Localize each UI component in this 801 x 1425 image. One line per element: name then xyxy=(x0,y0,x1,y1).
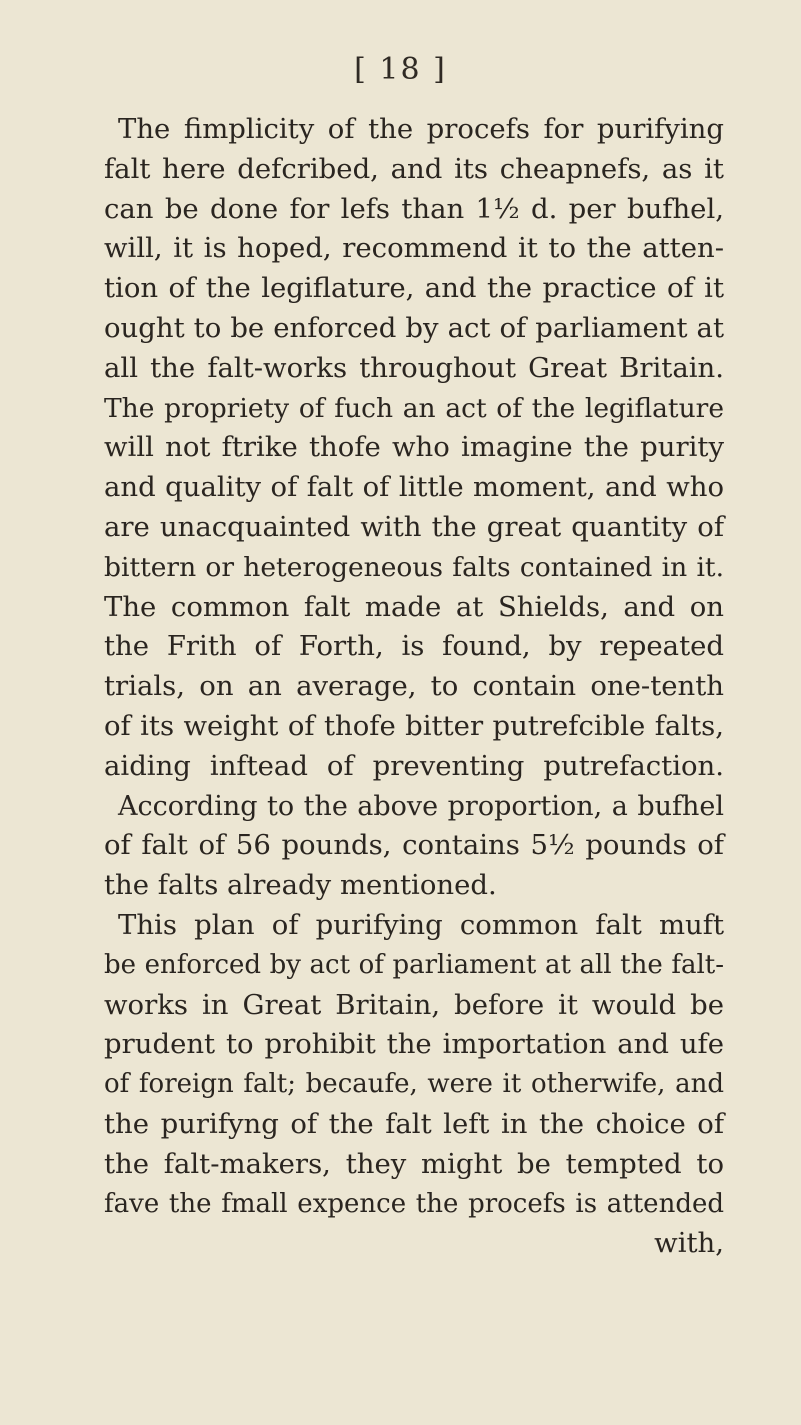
text-line: bittern or heterogeneous falts contained in it. xyxy=(104,551,724,583)
text-line: be enforced by act of parliament at all the falt- xyxy=(104,949,724,980)
text-line: can be done for lefs than 1½ d. per bufhel, xyxy=(104,192,724,225)
text-line: all the falt-works throughout Great Britain. xyxy=(104,351,724,384)
body-text xyxy=(104,110,724,1264)
text-line: works in Great Britain, before it would be xyxy=(104,988,724,1021)
text-line: prudent to prohibit the importation and ufe xyxy=(104,1028,724,1061)
text-line: are unacquainted with the great quantity of xyxy=(104,510,724,543)
text-line: of falt of 56 pounds, contains 5½ pounds of xyxy=(104,829,724,862)
catchword: with, xyxy=(654,1227,724,1260)
text-line: This plan of purifying common falt muft xyxy=(118,908,724,941)
page-number: [ 18 ] xyxy=(354,52,447,87)
text-line: the falt-makers, they might be tempted to xyxy=(104,1147,724,1180)
text-line: tion of the legiflature, and the practice of it xyxy=(104,272,724,305)
text-line: of its weight of thofe bitter putrefcible falts, xyxy=(104,709,724,742)
text-line: of foreign falt; becaufe, were it otherwife, and xyxy=(104,1069,724,1100)
text-line: aiding inftead of preventing putrefaction. xyxy=(104,749,724,782)
text-line: the purifyng of the falt left in the choice of xyxy=(104,1107,724,1140)
text-line: According to the above proportion, a bufhel xyxy=(118,790,724,822)
text-line: will, it is hoped, recommend it to the atten- xyxy=(104,232,724,265)
text-line: falt here defcribed, and its cheapnefs, as it xyxy=(104,152,724,185)
text-line: trials, on an average, to contain one-tenth xyxy=(104,670,724,703)
text-line: fave the fmall expence the procefs is attended xyxy=(104,1188,724,1219)
text-line: will not ftrike thofe who imagine the purity xyxy=(104,431,724,464)
text-line: The propriety of fuch an act of the legiflature xyxy=(104,392,724,424)
text-line: the falts already mentioned. xyxy=(104,869,497,902)
text-line: the Frith of Forth, is found, by repeated xyxy=(104,630,724,663)
text-line: The common falt made at Shields, and on xyxy=(104,590,724,623)
text-line: and quality of falt of little moment, and who xyxy=(104,471,724,504)
text-line: ought to be enforced by act of parliament at xyxy=(104,311,724,344)
text-line: The fimplicity of the procefs for purifying xyxy=(118,113,724,145)
